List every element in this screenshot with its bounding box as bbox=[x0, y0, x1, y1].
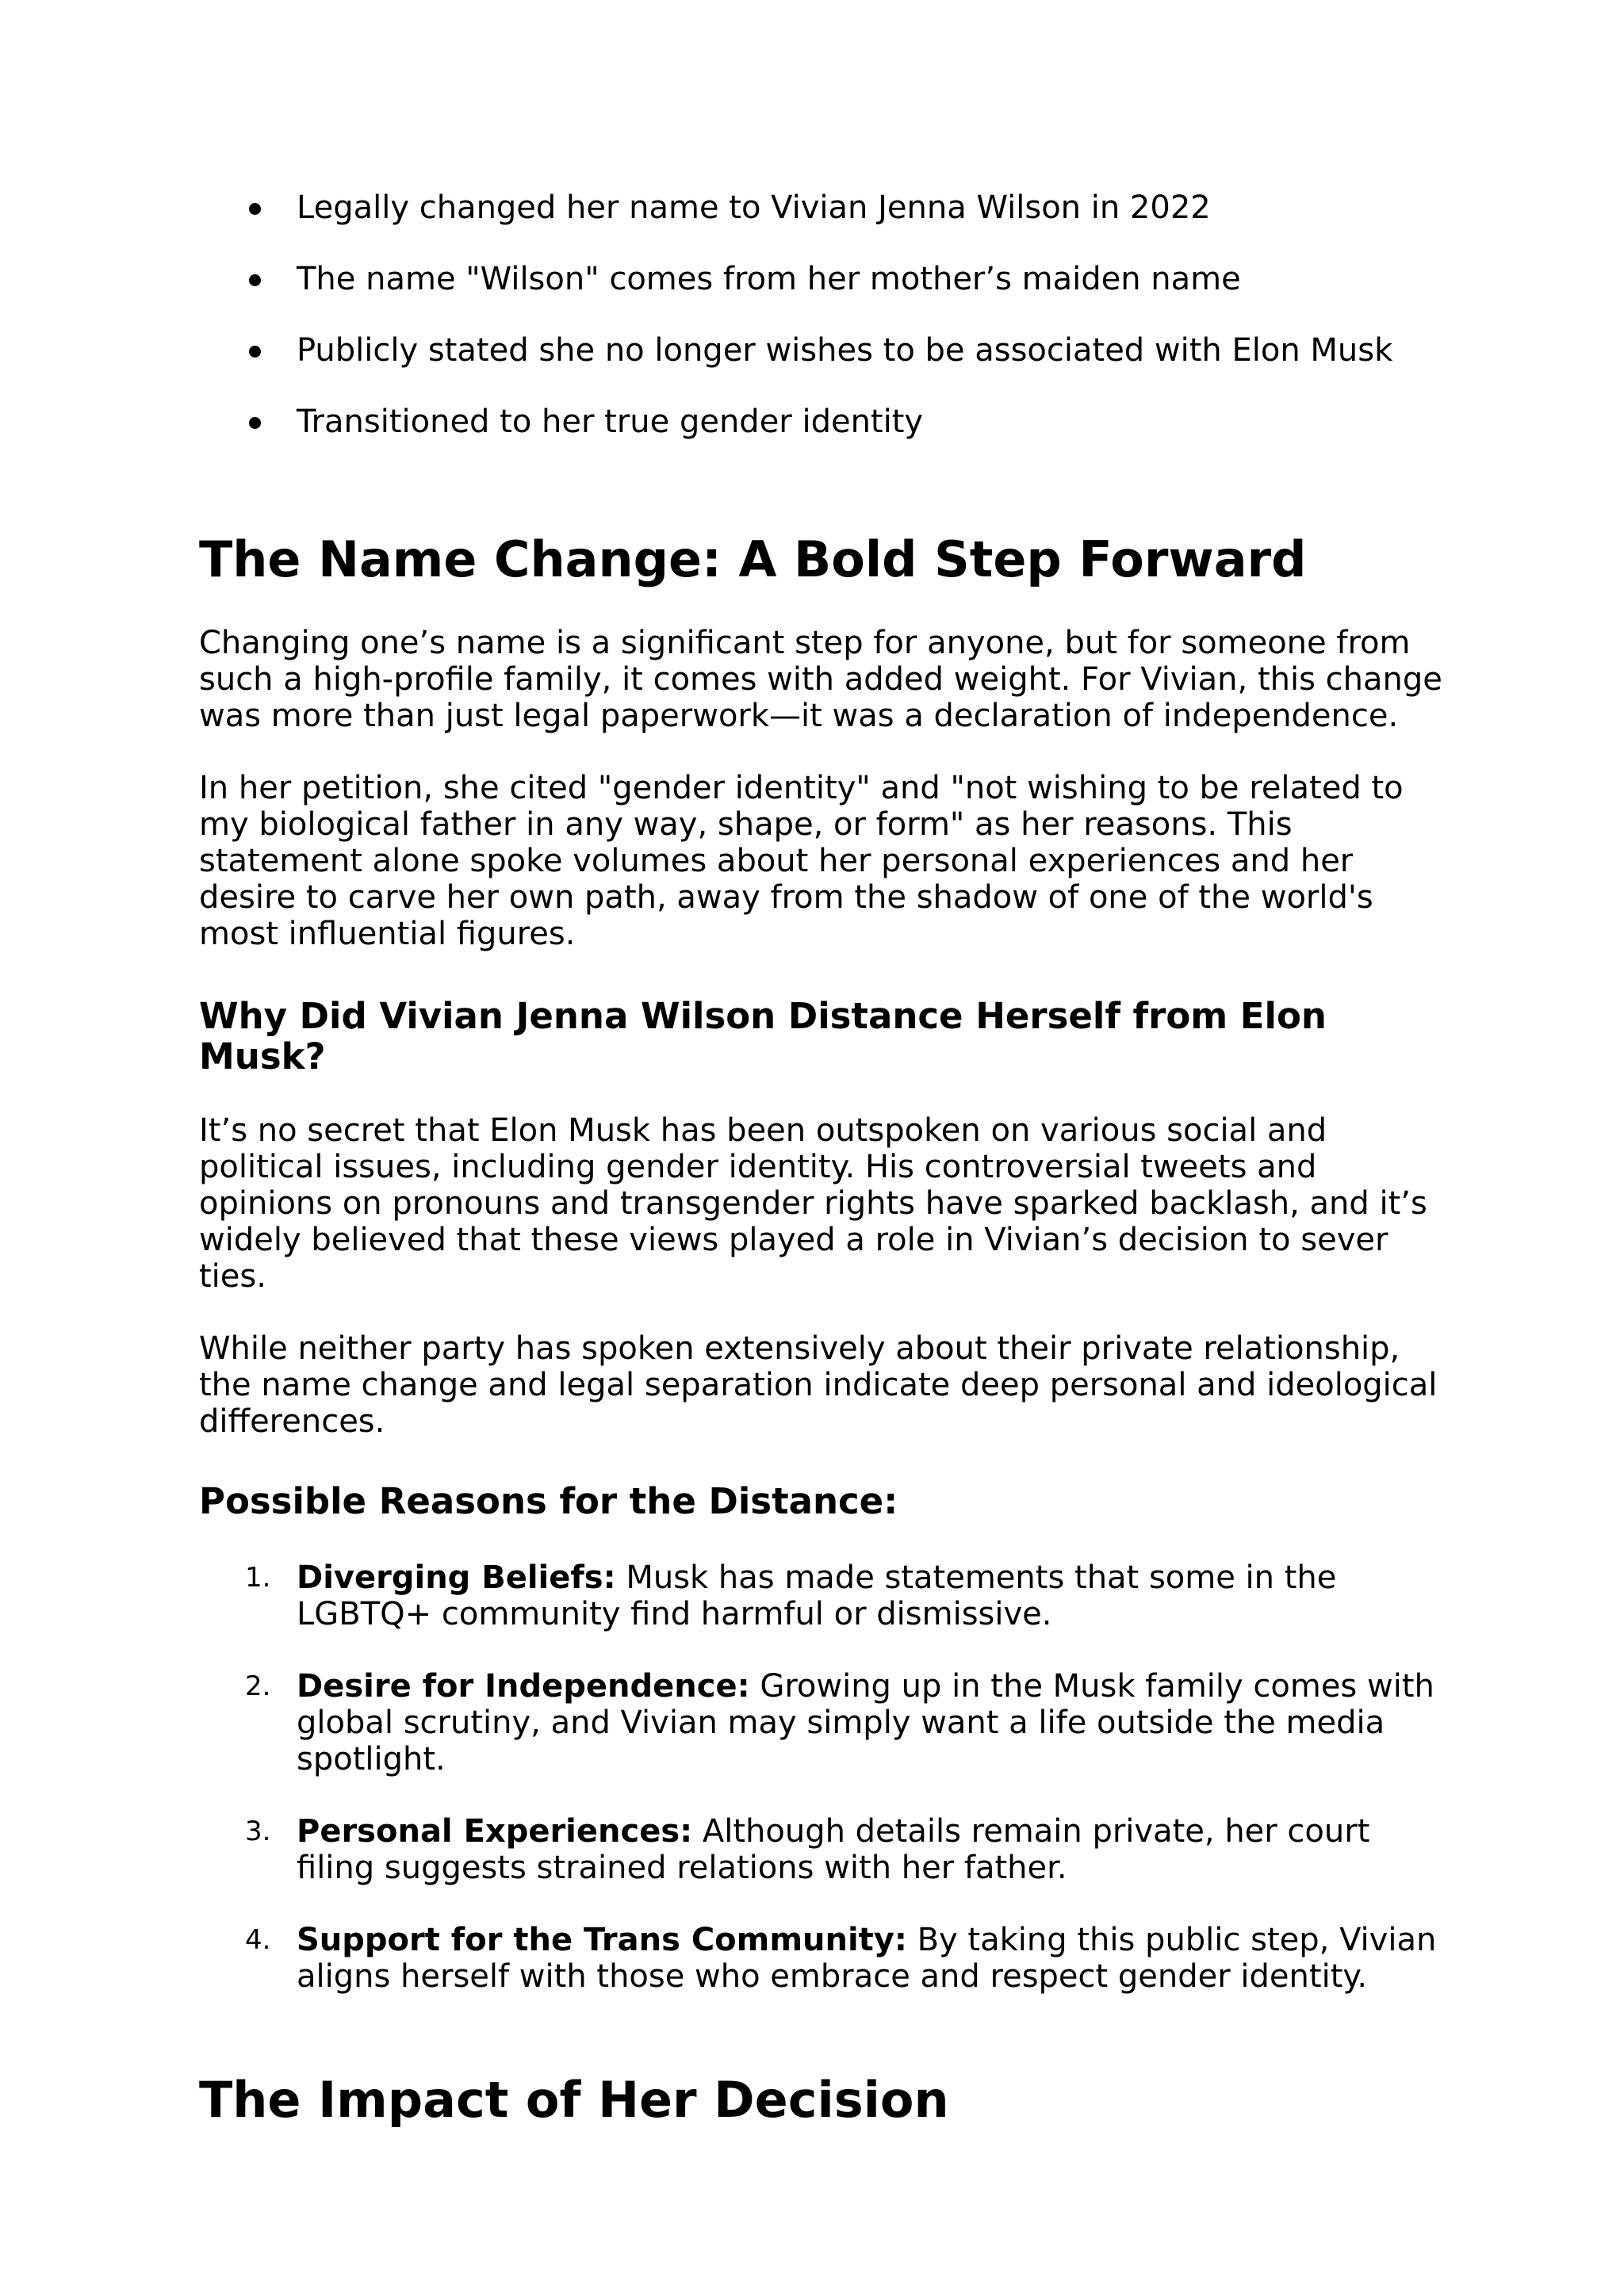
bullet-item bbox=[199, 331, 1444, 369]
bullet-dot-icon bbox=[249, 417, 261, 429]
paragraph: Changing one’s name is a significant step for anyone, but for someone from such a high-profile family, it comes with added weight. For Vivian, this change was more than just legal paperwork—it was a declaration of independence. bbox=[199, 625, 1442, 734]
paragraph: In her petition, she cited "gender identity" and "not wishing to be related to my biological father in any way, shape, or form" as her reasons. This statement alone spoke volumes about her personal experiences and her desire to carve her own path, away from the shadow of one of the world's most influential figures. bbox=[199, 770, 1404, 952]
bullet-item bbox=[199, 260, 1444, 298]
reasons-list bbox=[199, 1559, 1444, 1995]
section-heading-impact: The Impact of Her Decision bbox=[199, 2071, 949, 2129]
list-item bbox=[199, 1668, 1444, 1777]
list-number: 2. bbox=[245, 1670, 271, 1702]
list-number: 3. bbox=[245, 1816, 271, 1847]
list-item-lead: Desire for Independence: bbox=[297, 1668, 750, 1705]
bullet-text: Legally changed her name to Vivian Jenna Wilson in 2022 bbox=[297, 189, 1211, 226]
bullet-item bbox=[199, 189, 1444, 227]
bullet-dot-icon bbox=[249, 274, 261, 286]
list-item bbox=[199, 1559, 1444, 1632]
subheading-possible-reasons: Possible Reasons for the Distance: bbox=[199, 1480, 898, 1522]
bullet-item bbox=[199, 403, 1444, 441]
bullet-dot-icon bbox=[249, 203, 261, 215]
list-number: 1. bbox=[245, 1562, 271, 1594]
list-item-lead: Support for the Trans Community: bbox=[297, 1922, 907, 1958]
bullet-list bbox=[199, 189, 1444, 441]
list-item-lead: Diverging Beliefs: bbox=[297, 1559, 616, 1596]
bullet-text: The name "Wilson" comes from her mother’s maiden name bbox=[297, 261, 1241, 297]
bullet-text: Transitioned to her true gender identity bbox=[297, 404, 924, 440]
list-number: 4. bbox=[245, 1924, 271, 1956]
list-item-text: By taking this public step, Vivian aligns herself with those who embrace and respect gender identity. bbox=[297, 1922, 1437, 1995]
list-item-lead: Personal Experiences: bbox=[297, 1813, 693, 1850]
document-content bbox=[199, 189, 1444, 2129]
list-item-text: Growing up in the Musk family comes with global scrutiny, and Vivian may simply want a life outside the media spotlight. bbox=[297, 1668, 1434, 1777]
bullet-text: Publicly stated she no longer wishes to be associated with Elon Musk bbox=[297, 332, 1393, 369]
list-item bbox=[199, 1922, 1444, 1995]
paragraph: While neither party has spoken extensively about their private relationship, the name change and legal separation indicate deep personal and ideological differences. bbox=[199, 1330, 1438, 1440]
section-heading-name-change: The Name Change: A Bold Step Forward bbox=[199, 530, 1307, 588]
list-item-text: Musk has made statements that some in the LGBTQ+ community find harmful or dismissive. bbox=[297, 1559, 1337, 1632]
paragraph: It’s no secret that Elon Musk has been outspoken on various social and political issues, including gender identity. His controversial tweets and opinions on pronouns and transgender rights have sparked backlash, and it’s widely believed that these views played a role in Vivian’s decision to sever ties. bbox=[199, 1112, 1427, 1295]
bullet-dot-icon bbox=[249, 346, 261, 358]
subheading-why-distance: Why Did Vivian Jenna Wilson Distance Herself from Elon Musk? bbox=[199, 995, 1327, 1077]
list-item bbox=[199, 1813, 1444, 1886]
list-item-text: Although details remain private, her court filing suggests strained relations with her father. bbox=[297, 1813, 1370, 1886]
